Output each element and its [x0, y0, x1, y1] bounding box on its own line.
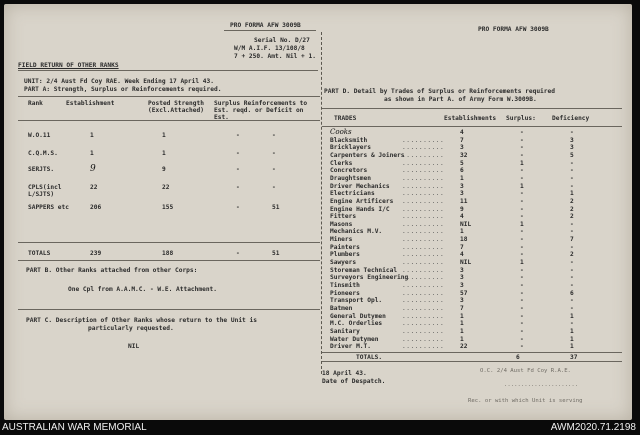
leader-dots: ..........	[402, 320, 445, 328]
part-d-cell-sur: -	[520, 236, 524, 244]
part-a-cell-rank: C.Q.M.S.	[28, 150, 58, 157]
part-d-cell-def: 6	[570, 289, 574, 297]
part-d-cell-def: 2	[570, 197, 574, 205]
part-d-cell-sur: -	[520, 151, 524, 159]
part-d-cell-trade: Plumbers	[330, 251, 360, 259]
despatch-date-label: Date of Despatch.	[322, 378, 386, 385]
part-d-cell-trade: Painters	[330, 243, 360, 251]
divider	[18, 309, 320, 310]
col-surplus: Surplus Reinforcements to Est. reqd. or Deficit on Est.	[214, 100, 308, 121]
part-d-cell-def: 1	[570, 312, 574, 320]
part-d-cell-est: 1	[460, 174, 464, 182]
leader-dots: ..........	[402, 213, 445, 221]
part-d-cell-trade: Batmen	[330, 304, 353, 312]
divider	[18, 260, 320, 261]
part-c-title: PART C. Description of Other Ranks whose return to the Unit is	[26, 317, 257, 324]
part-d-cell-def: 5	[570, 151, 574, 159]
part-b-title: PART B. Other Ranks attached from other Corps:	[26, 267, 198, 274]
part-d-cell-sur: -	[520, 266, 524, 274]
part-d-cell-sur: -	[520, 282, 524, 289]
leader-dots: ..........	[402, 274, 445, 282]
part-d-cell-sur: -	[520, 297, 524, 305]
unit-line: UNIT: 2/4 Aust Fd Coy RAE. Week Ending 17 April 43.	[24, 78, 214, 85]
part-d-cell-sur: -	[520, 136, 524, 144]
return-title: FIELD RETURN OF OTHER RANKS	[18, 62, 119, 69]
form-title-right: PRO FORMA AFW 3009B	[478, 26, 549, 33]
part-d-cell-def: -	[570, 220, 574, 228]
part-a-cell-surplus: -	[236, 150, 240, 157]
part-d-title2: as shown in Part A. of Army Form W.3009B.	[384, 96, 537, 103]
part-a-cell-rank: W.O.11	[28, 132, 51, 139]
part-d-cell-est: 1	[460, 312, 464, 320]
part-d-cell-est: 3	[460, 274, 464, 282]
leader-dots: ..........	[402, 304, 445, 312]
leader-dots: ..........	[402, 159, 445, 167]
leader-dots: ..........	[402, 282, 445, 289]
totals-reinf: 51	[272, 250, 280, 257]
part-d-cell-est: 7	[460, 136, 464, 144]
caption-left: AUSTRALIAN WAR MEMORIAL	[2, 422, 147, 433]
part-d-cell-trade: Engine Artificers	[330, 197, 394, 205]
part-d-cell-sur: -	[520, 228, 524, 236]
col-establishments: Establishments	[444, 115, 497, 122]
part-d-cell-trade: Fitters	[330, 213, 357, 221]
part-d-cell-trade: Storeman Technical	[330, 266, 398, 274]
part-d-cell-def: -	[570, 159, 574, 167]
part-d-cell-trade: Miners	[330, 236, 353, 244]
part-a-title: PART A: Strength, Surplus or Reinforcements required.	[24, 86, 222, 93]
col-trades: TRADES	[334, 115, 357, 122]
part-a-cell-rank: SERJTS.	[28, 166, 55, 173]
part-d-cell-def: -	[570, 297, 574, 305]
part-d-cell-trade: Blacksmith	[330, 136, 368, 144]
part-d-cell-trade: Mechanics M.V.	[330, 228, 383, 236]
part-d-cell-sur: -	[520, 304, 524, 312]
leader-dots: ..........	[402, 266, 445, 274]
part-d-cell-def: -	[570, 243, 574, 251]
part-d-cell-trade: Engine Hands I/C	[330, 205, 390, 213]
part-d-cell-def: 1	[570, 343, 574, 351]
leader-dots: ..........	[402, 190, 445, 198]
part-d-cell-est: 7	[460, 304, 464, 312]
leader-dots: ..........	[402, 289, 445, 297]
part-d-cell-sur: -	[520, 167, 524, 175]
document-page	[4, 4, 632, 420]
col-rank: Rank	[28, 100, 43, 107]
part-d-cell-est: 32	[460, 151, 468, 159]
part-c-title2: particularly requested.	[88, 325, 174, 332]
part-d-cell-def: -	[570, 182, 574, 190]
part-d-cell-est: 7	[460, 243, 464, 251]
leader-dots: ..........	[402, 182, 445, 190]
part-d-cell-def: -	[570, 282, 574, 289]
part-d-cell-sur: 1	[520, 220, 524, 228]
part-a-cell-est: 206	[90, 204, 102, 211]
leader-dots: ..........	[402, 297, 445, 305]
part-d-cell-est: 1	[460, 228, 464, 236]
form-title-left: PRO FORMA AFW 3009B	[230, 22, 301, 29]
leader-dots: ..........	[402, 343, 445, 351]
part-d-cell-def: -	[570, 274, 574, 282]
leader-dots: ..........	[402, 243, 445, 251]
part-d-cell-trade: M.C. Orderlies	[330, 320, 383, 328]
divider	[322, 126, 622, 127]
despatch-date: 18 April 43.	[322, 370, 367, 377]
part-d-cell-def: 2	[570, 213, 574, 221]
leader-dots: ..........	[402, 259, 445, 267]
col-deficiency: Deficiency	[552, 115, 590, 122]
part-d-cell-def: 2	[570, 205, 574, 213]
part-a-cell-reinf: -	[272, 150, 276, 157]
part-d-cell-sur: -	[520, 289, 524, 297]
part-a-cell-posted: 155	[162, 204, 174, 211]
leader-dots: ..........	[402, 205, 445, 213]
part-d-cell-sur: -	[520, 320, 524, 328]
part-d-cell-est: 1	[460, 335, 464, 343]
part-d-cell-est: 3	[460, 182, 464, 190]
part-d-cell-trade: Clerks	[330, 159, 353, 167]
leader-dots: ..........	[402, 236, 445, 244]
part-d-cell-sur: -	[520, 144, 524, 152]
serial-number: Serial No. D/27	[254, 37, 310, 44]
divider	[322, 108, 622, 109]
leader-dots: ..........	[402, 174, 445, 182]
part-d-cell-trade: Electricians	[330, 190, 375, 198]
part-d-cell-est: 4	[460, 129, 464, 136]
part-d-totals-deficiency: 37	[570, 354, 578, 361]
totals-label: TOTALS	[28, 250, 51, 257]
part-d-cell-est: 4	[460, 213, 464, 221]
part-d-cell-est: 1	[460, 320, 464, 328]
part-b-body: One Cpl from A.A.M.C. - W.E. Attachment.	[68, 286, 218, 293]
part-d-cell-def: -	[570, 228, 574, 236]
leader-dots: ..........	[402, 151, 445, 159]
divider	[322, 352, 622, 353]
part-c-body: NIL	[128, 343, 140, 350]
part-d-cell-trade: Bricklayers	[330, 144, 371, 152]
part-d-cell-est: 11	[460, 197, 468, 205]
part-d-totals-label: TOTALS.	[356, 354, 383, 361]
leader-dots: ..........	[402, 327, 445, 335]
part-d-cell-trade: Driver Mechanics	[330, 182, 390, 190]
leader-dots: ..........	[402, 335, 445, 343]
part-d-cell-def: 3	[570, 136, 574, 144]
signature-stamp: O.C. 2/4 Aust Fd Coy R.A.E.	[480, 368, 571, 374]
part-d-cell-def: -	[570, 266, 574, 274]
part-d-cell-def: -	[570, 167, 574, 175]
part-d-cell-est: 3	[460, 297, 464, 305]
part-a-cell-rank: CPLS(incl L/SJTS)	[28, 184, 62, 198]
part-d-cell-def: -	[570, 259, 574, 267]
totals-surplus: -	[236, 250, 240, 257]
part-d-cell-trade: Surveyors Engineering	[330, 274, 409, 282]
part-a-cell-posted: 22	[162, 184, 170, 191]
totals-est: 239	[90, 250, 102, 257]
part-d-cell-sur: -	[520, 243, 524, 251]
col-establishment: Establishment	[66, 100, 115, 107]
divider	[18, 70, 318, 71]
leader-dots: ..........	[402, 197, 445, 205]
part-a-cell-est: 1	[90, 150, 94, 157]
leader-dots: ..........	[402, 251, 445, 259]
part-d-cell-trade: Sawyers	[330, 259, 357, 267]
totals-posted: 188	[162, 250, 174, 257]
part-a-cell-reinf: -	[272, 132, 276, 139]
col-surplus-d: Surplus:	[506, 115, 536, 122]
part-d-cell-def: 1	[570, 190, 574, 198]
part-d-cell-trade: Masons	[330, 220, 353, 228]
part-d-cell-trade: Pioneers	[330, 289, 360, 297]
caption-bar	[0, 420, 640, 435]
part-a-cell-est: 22	[90, 184, 98, 191]
part-d-cell-est: 9	[460, 205, 464, 213]
part-d-cell-def: 1	[570, 335, 574, 343]
part-d-cell-trade: Concretors	[330, 167, 368, 175]
part-d-cell-def: 2	[570, 251, 574, 259]
part-d-totals-surplus: 6	[516, 354, 520, 361]
part-d-cell-sur: -	[520, 312, 524, 320]
leader-dots: ..........	[402, 144, 445, 152]
part-d-cell-sur: -	[520, 251, 524, 259]
signature-line: ......................	[504, 382, 579, 388]
part-a-cell-reinf: 51	[272, 204, 280, 211]
establishment-line: 7 + 250. Amt. Nil + 1.	[234, 53, 316, 60]
part-a-cell-est: 9	[90, 164, 96, 174]
divider	[18, 120, 320, 121]
part-d-cell-sur: -	[520, 274, 524, 282]
part-d-cell-def: 7	[570, 236, 574, 244]
leader-dots: ..........	[402, 167, 445, 175]
part-d-cell-trade: General Dutymen	[330, 312, 386, 320]
part-d-cell-trade: Driver M.T.	[330, 343, 371, 351]
part-d-cell-sur: -	[520, 174, 524, 182]
part-d-cell-trade: Water Dutymen	[330, 335, 379, 343]
part-d-cell-sur: 1	[520, 159, 524, 167]
part-d-cell-def: -	[570, 304, 574, 312]
wm-line: W/M A.I.F. 13/108/8	[234, 45, 305, 52]
part-d-cell-trade: Tinsmith	[330, 282, 360, 289]
caption-right: AWM2020.71.2198	[550, 422, 636, 433]
part-a-cell-surplus: -	[236, 184, 240, 191]
part-d-cell-est: 3	[460, 282, 464, 289]
footnote: Rec. or with which Unit is serving	[468, 398, 583, 404]
part-d-cell-def: -	[570, 129, 574, 136]
part-d-cell-est: 3	[460, 190, 464, 198]
part-d-cell-def: 1	[570, 327, 574, 335]
part-d-cell-sur: 1	[520, 182, 524, 190]
part-a-cell-posted: 9	[162, 166, 166, 173]
leader-dots: ..........	[402, 312, 445, 320]
part-d-title: PART D. Detail by Trades of Surplus or Reinforcements required	[324, 88, 555, 95]
part-a-cell-reinf: -	[272, 184, 276, 191]
part-d-cell-sur: -	[520, 190, 524, 198]
part-d-cell-sur: -	[520, 129, 524, 136]
part-d-cell-sur: -	[520, 197, 524, 205]
part-d-cell-est: 3	[460, 266, 464, 274]
part-d-cell-est: 6	[460, 167, 464, 175]
part-d-cell-est: NIL	[460, 220, 472, 228]
divider	[18, 242, 320, 243]
part-d-cell-trade: Cooks	[330, 128, 352, 136]
part-d-cell-sur: 1	[520, 259, 524, 267]
divider	[18, 96, 320, 97]
part-a-cell-reinf: -	[272, 166, 276, 173]
part-d-cell-sur: -	[520, 335, 524, 343]
part-d-cell-est: 4	[460, 251, 464, 259]
part-d-cell-est: 22	[460, 343, 468, 351]
part-d-cell-sur: -	[520, 205, 524, 213]
part-d-cell-trade: Carpenters & Joiners	[330, 151, 405, 159]
part-a-cell-surplus: -	[236, 204, 240, 211]
part-d-cell-trade: Draughtsmen	[330, 174, 371, 182]
part-a-cell-rank: SAPPERS etc	[28, 204, 69, 211]
part-d-cell-def: -	[570, 174, 574, 182]
part-d-cell-est: NIL	[460, 259, 472, 267]
part-d-cell-est: 3	[460, 144, 464, 152]
part-a-cell-surplus: -	[236, 132, 240, 139]
part-d-cell-trade: Sanitary	[330, 327, 360, 335]
divider	[224, 30, 316, 31]
part-d-cell-def: -	[570, 320, 574, 328]
part-a-cell-posted: 1	[162, 150, 166, 157]
part-a-cell-posted: 1	[162, 132, 166, 139]
part-d-cell-est: 18	[460, 236, 468, 244]
part-d-cell-def: 3	[570, 144, 574, 152]
divider	[322, 361, 622, 362]
part-d-cell-trade: Transport Opl.	[330, 297, 383, 305]
part-d-cell-sur: -	[520, 343, 524, 351]
col-posted: Posted Strength (Excl.Attached)	[148, 100, 204, 114]
part-d-cell-est: 57	[460, 289, 468, 297]
part-d-cell-sur: -	[520, 327, 524, 335]
part-d-cell-est: 1	[460, 327, 464, 335]
leader-dots: ..........	[402, 220, 445, 228]
part-d-cell-est: 5	[460, 159, 464, 167]
leader-dots: ..........	[402, 228, 445, 236]
part-a-cell-surplus: -	[236, 166, 240, 173]
part-d-cell-sur: -	[520, 213, 524, 221]
leader-dots: ..........	[402, 136, 445, 144]
part-a-cell-est: 1	[90, 132, 94, 139]
center-divider	[321, 32, 322, 374]
